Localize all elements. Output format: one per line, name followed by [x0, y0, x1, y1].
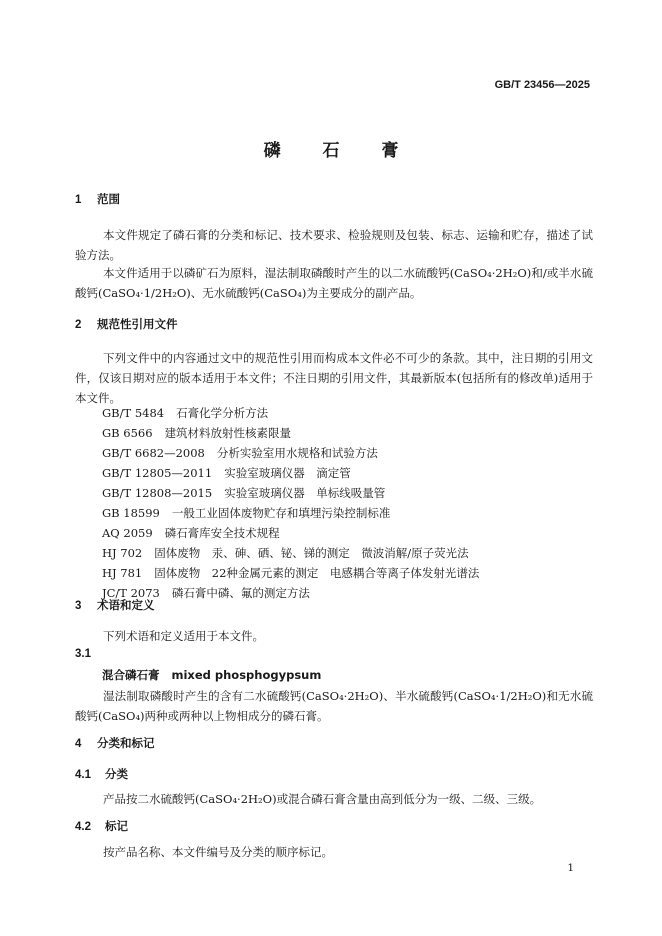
- reference-item: [102, 565, 479, 581]
- subsection-4-2-heading: [75, 818, 128, 834]
- reference-title: 石膏化学分析方法: [176, 406, 269, 420]
- reference-code: HJ 702: [102, 546, 143, 560]
- section-2-paragraph-1: 下列文件中的内容通过文中的规范性引用而构成本文件必不可少的条款。其中，注日期的引用文件，仅该日期对应的版本适用于本文件；不注日期的引用文件，其最新版本(包括所有的修改单)适用于本文件。: [75, 351, 593, 405]
- section-1-paragraph-2: 本文件适用于以磷矿石为原料，湿法制取磷酸时产生的以二水硫酸钙(CaSO₄·2H₂O)和/或半水硫酸钙(CaSO₄·1/2H₂O)、无水硫酸钙(CaSO₄)为主要成分的副产品。: [75, 266, 593, 300]
- reference-code: HJ 781: [102, 566, 143, 580]
- reference-code: GB/T 12805—2011: [102, 466, 213, 480]
- subsection-number: 4.1: [75, 769, 91, 781]
- reference-item: [102, 485, 385, 501]
- subsection-4-1-heading: [75, 766, 128, 782]
- term-definition: 湿法制取磷酸时产生的含有二水硫酸钙(CaSO₄·2H₂O)、半水硫酸钙(CaSO₄·1/2H₂O)和无水硫酸钙(CaSO₄)两种或两种以上物相成分的磷石膏。: [75, 689, 593, 723]
- reference-title: 磷石膏中磷、氟的测定方法: [171, 586, 310, 600]
- section-1-heading: [75, 191, 120, 207]
- reference-code: GB 18599: [102, 506, 160, 520]
- section-number: 3: [75, 600, 82, 612]
- term-chinese: 混合磷石膏: [102, 668, 160, 682]
- section-title: 术语和定义: [97, 600, 155, 612]
- section-number: 1: [75, 194, 82, 206]
- term-number: 3.1: [75, 648, 91, 660]
- reference-item: [102, 525, 280, 541]
- reference-title: 分析实验室用水规格和试验方法: [216, 446, 378, 460]
- reference-title: 实验室玻璃仪器 单标线吸量管: [224, 486, 386, 500]
- page-number: 1: [567, 862, 574, 874]
- term-english: mixed phosphogypsum: [171, 668, 322, 682]
- term-entry: [102, 667, 321, 683]
- section-title: 规范性引用文件: [97, 319, 178, 331]
- reference-code: JC/T 2073: [102, 586, 160, 600]
- section-title: 分类和标记: [97, 738, 155, 750]
- reference-code: GB 6566: [102, 426, 153, 440]
- section-title: 范围: [97, 194, 120, 206]
- reference-title: 一般工业固体废物贮存和填埋污染控制标准: [171, 506, 391, 520]
- section-3-heading: [75, 597, 155, 613]
- reference-code: AQ 2059: [102, 526, 153, 540]
- reference-code: GB/T 12808—2015: [102, 486, 213, 500]
- section-number: 4: [75, 738, 82, 750]
- reference-title: 实验室玻璃仪器 滴定管: [224, 466, 351, 480]
- section-1-paragraph-1: 本文件规定了磷石膏的分类和标记、技术要求、检验规则及包装、标志、运输和贮存，描述了试验方法。: [75, 228, 593, 262]
- standard-code: GB/T 23456—2025: [494, 79, 590, 91]
- reference-item: [102, 405, 268, 421]
- reference-item: [102, 545, 469, 561]
- subsection-4-1-text: 产品按二水硫酸钙(CaSO₄·2H₂O)或混合磷石膏含量由高到低分为一级、二级、三级。: [103, 792, 542, 806]
- reference-title: 建筑材料放射性核素限量: [164, 426, 292, 440]
- reference-title: 固体废物 汞、砷、硒、铋、锑的测定 微波消解/原子荧光法: [154, 546, 469, 560]
- section-3-paragraph-1: 下列术语和定义适用于本文件。: [103, 629, 264, 643]
- reference-item: [102, 425, 291, 441]
- subsection-title: 标记: [105, 821, 128, 833]
- reference-code: GB/T 5484: [102, 406, 165, 420]
- section-2-heading: [75, 316, 178, 332]
- subsection-4-2-text: 按产品名称、本文件编号及分类的顺序标记。: [103, 845, 333, 859]
- subsection-title: 分类: [105, 769, 128, 781]
- section-4-heading: [75, 735, 155, 751]
- section-number: 2: [75, 319, 82, 331]
- reference-title: 磷石膏库安全技术规程: [164, 526, 280, 540]
- document-title: 磷 石 膏: [263, 141, 417, 161]
- reference-item: [102, 505, 390, 521]
- subsection-number: 4.2: [75, 821, 91, 833]
- reference-item: [102, 465, 351, 481]
- reference-code: GB/T 6682—2008: [102, 446, 205, 460]
- reference-item: [102, 445, 378, 461]
- reference-title: 固体废物 22种金属元素的测定 电感耦合等离子体发射光谱法: [154, 566, 480, 580]
